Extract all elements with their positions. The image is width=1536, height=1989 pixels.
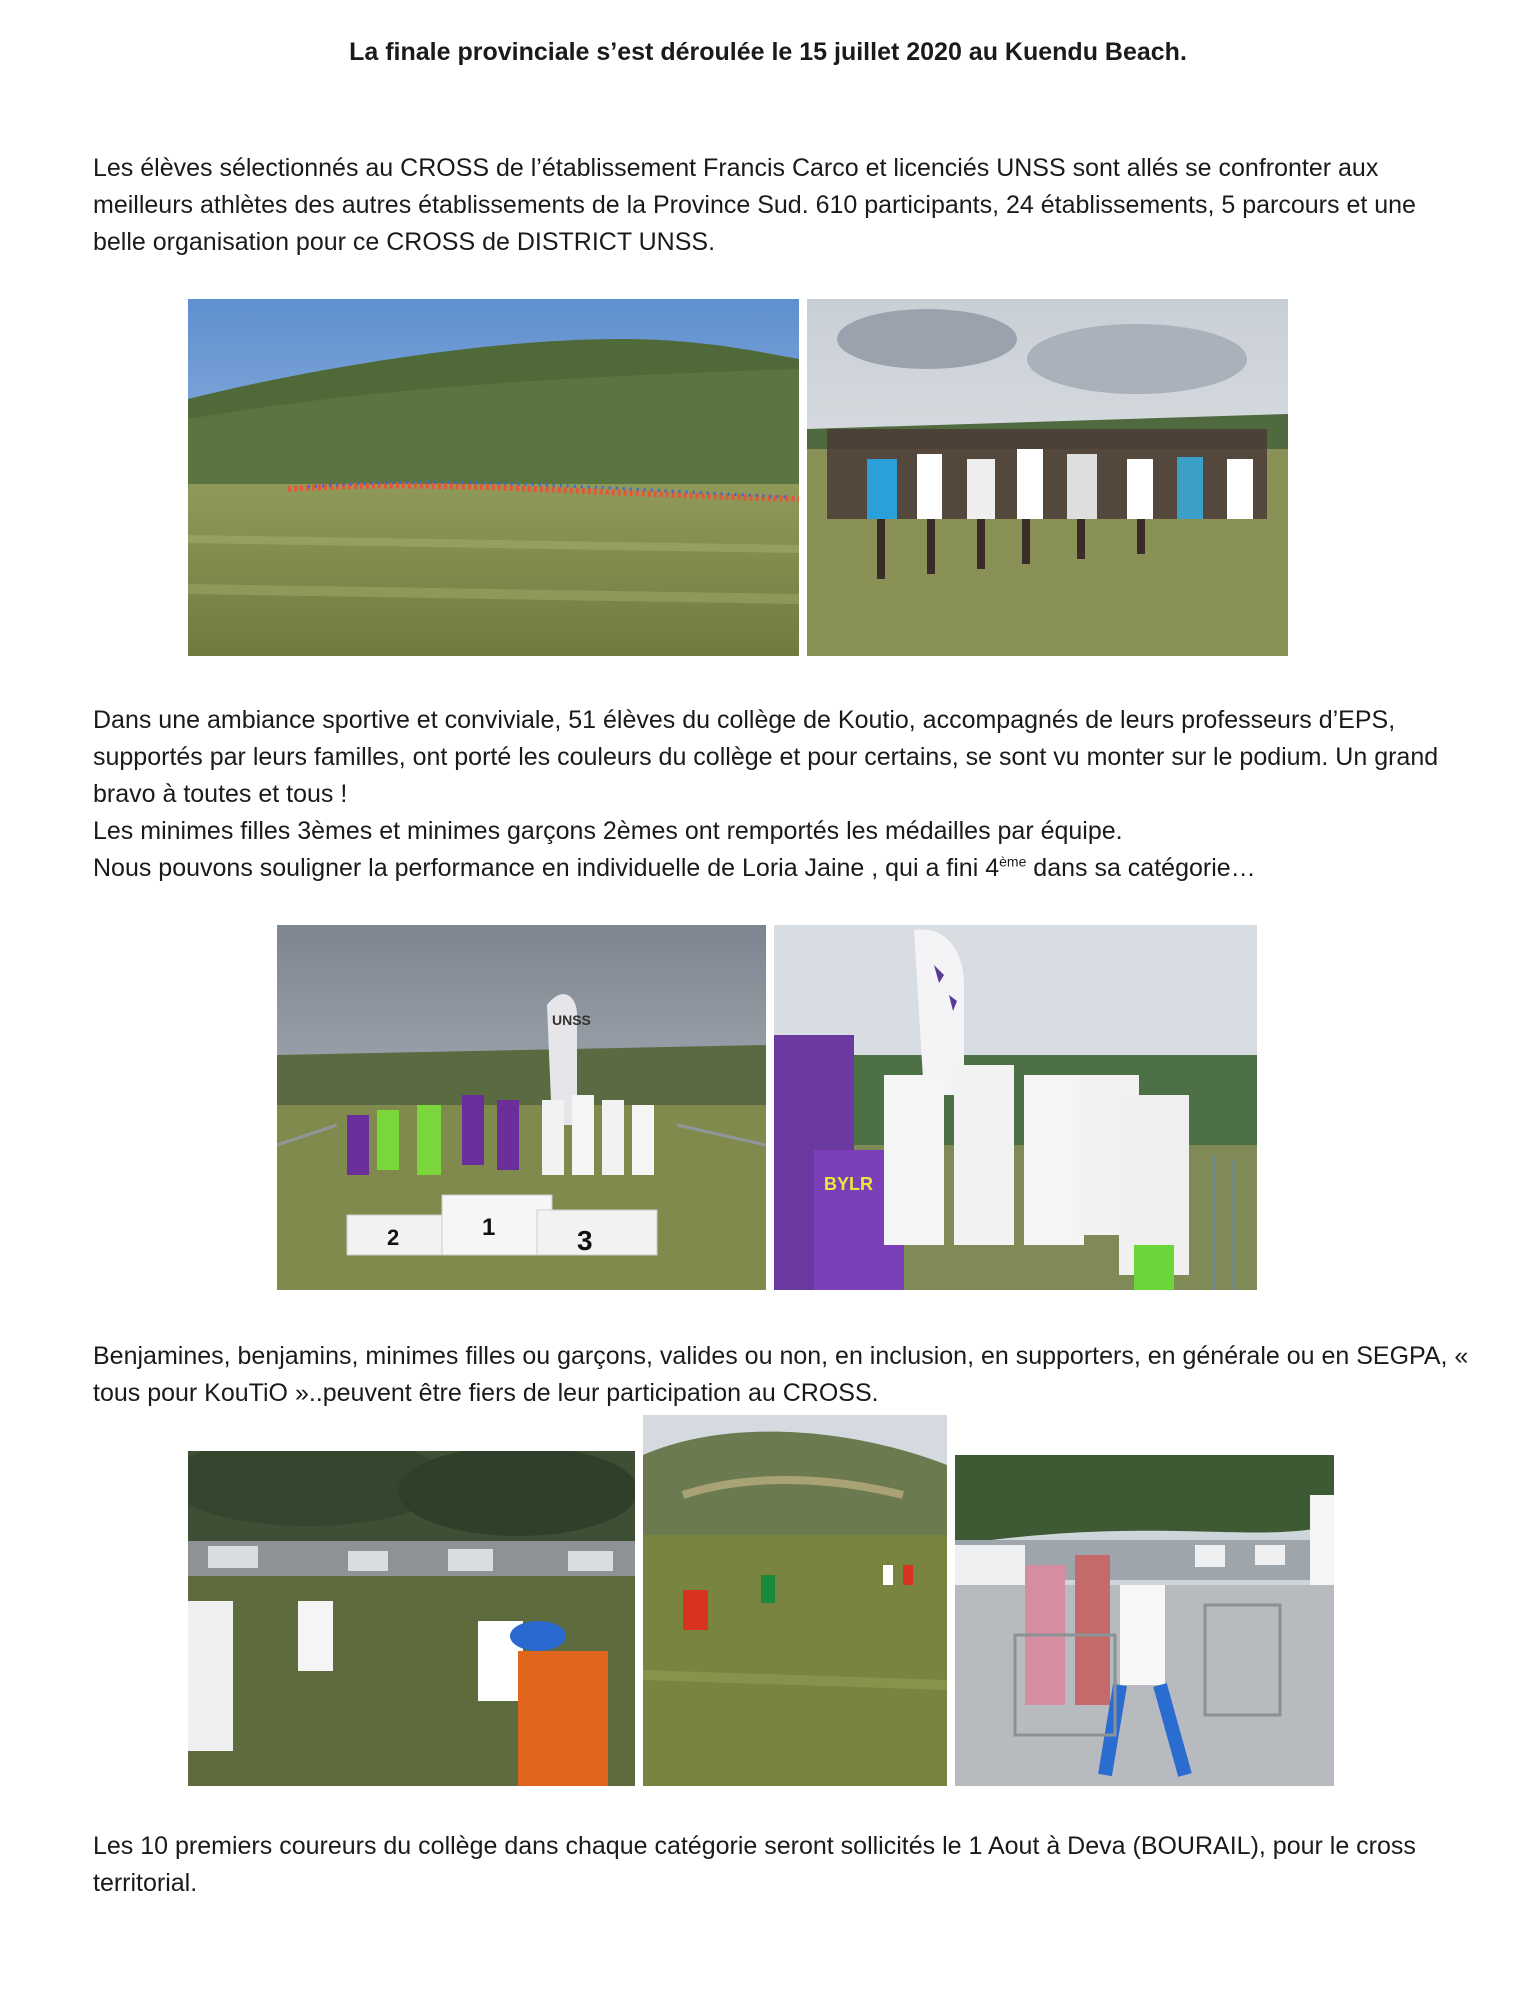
crowd-start-photo bbox=[807, 299, 1288, 656]
finish-line-photo bbox=[955, 1455, 1334, 1786]
event-text-line1: Dans une ambiance sportive et conviviale, 51 élèves du collège de Koutio, accompagnés de leurs professeurs d’EPS, supportés par leurs familles, ont porté les couleurs du collège et pour certains, se sont vu monter sur le podium. Un grand bravo à toutes et tous ! bbox=[93, 706, 1439, 808]
hill-race-photo bbox=[188, 299, 799, 656]
podium-photo bbox=[277, 925, 766, 1290]
participants-paragraph: Benjamines, benjamins, minimes filles ou garçons, valides ou non, en inclusion, en supporters, en générale ou en SEGPA, « tous pour KouTiO »..peuvent être fiers de leur participation au CROSS. bbox=[93, 1342, 1469, 1407]
intro-paragraph: Les élèves sélectionnés au CROSS de l’établissement Francis Carco et licenciés UNSS sont allés se confronter aux meilleurs athlètes des autres établissements de la Province Sud. 610 participants, 24 établissements, 5 parcours et une belle organisation pour ce CROSS de DISTRICT UNSS. bbox=[93, 154, 1416, 256]
closing-paragraph: Les 10 premiers coureurs du collège dans chaque catégorie seront sollicités le 1 Aout à Deva (BOURAIL), pour le cross territorial. bbox=[93, 1832, 1416, 1897]
runners-trees-photo bbox=[188, 1451, 635, 1786]
podium-number-2: 2 bbox=[387, 1225, 400, 1250]
page-title: La finale provinciale s’est déroulée le 15 juillet 2020 au Kuendu Beach. bbox=[349, 38, 1187, 66]
hill-runners-photo bbox=[643, 1415, 947, 1786]
banner-text: UNSS bbox=[552, 1012, 591, 1028]
event-text-line3 bbox=[93, 850, 1473, 887]
event-text-line2: Les minimes filles 3èmes et minimes garçons 2èmes ont remportés les médailles par équipe. bbox=[93, 817, 1123, 845]
event-text-line3-start: Nous pouvons souligner la performance en individuelle de Loria Jaine , qui a fini 4 bbox=[93, 854, 1000, 882]
event-paragraph bbox=[93, 702, 1473, 887]
podium-number-3: 3 bbox=[577, 1225, 593, 1256]
event-text-line3-end: dans sa catégorie… bbox=[1026, 854, 1256, 882]
podium-number-1: 1 bbox=[482, 1214, 496, 1241]
ordinal-suffix: ème bbox=[999, 853, 1027, 870]
medal-girls-photo bbox=[774, 925, 1257, 1290]
shirt-text: BYLR bbox=[824, 1174, 873, 1194]
